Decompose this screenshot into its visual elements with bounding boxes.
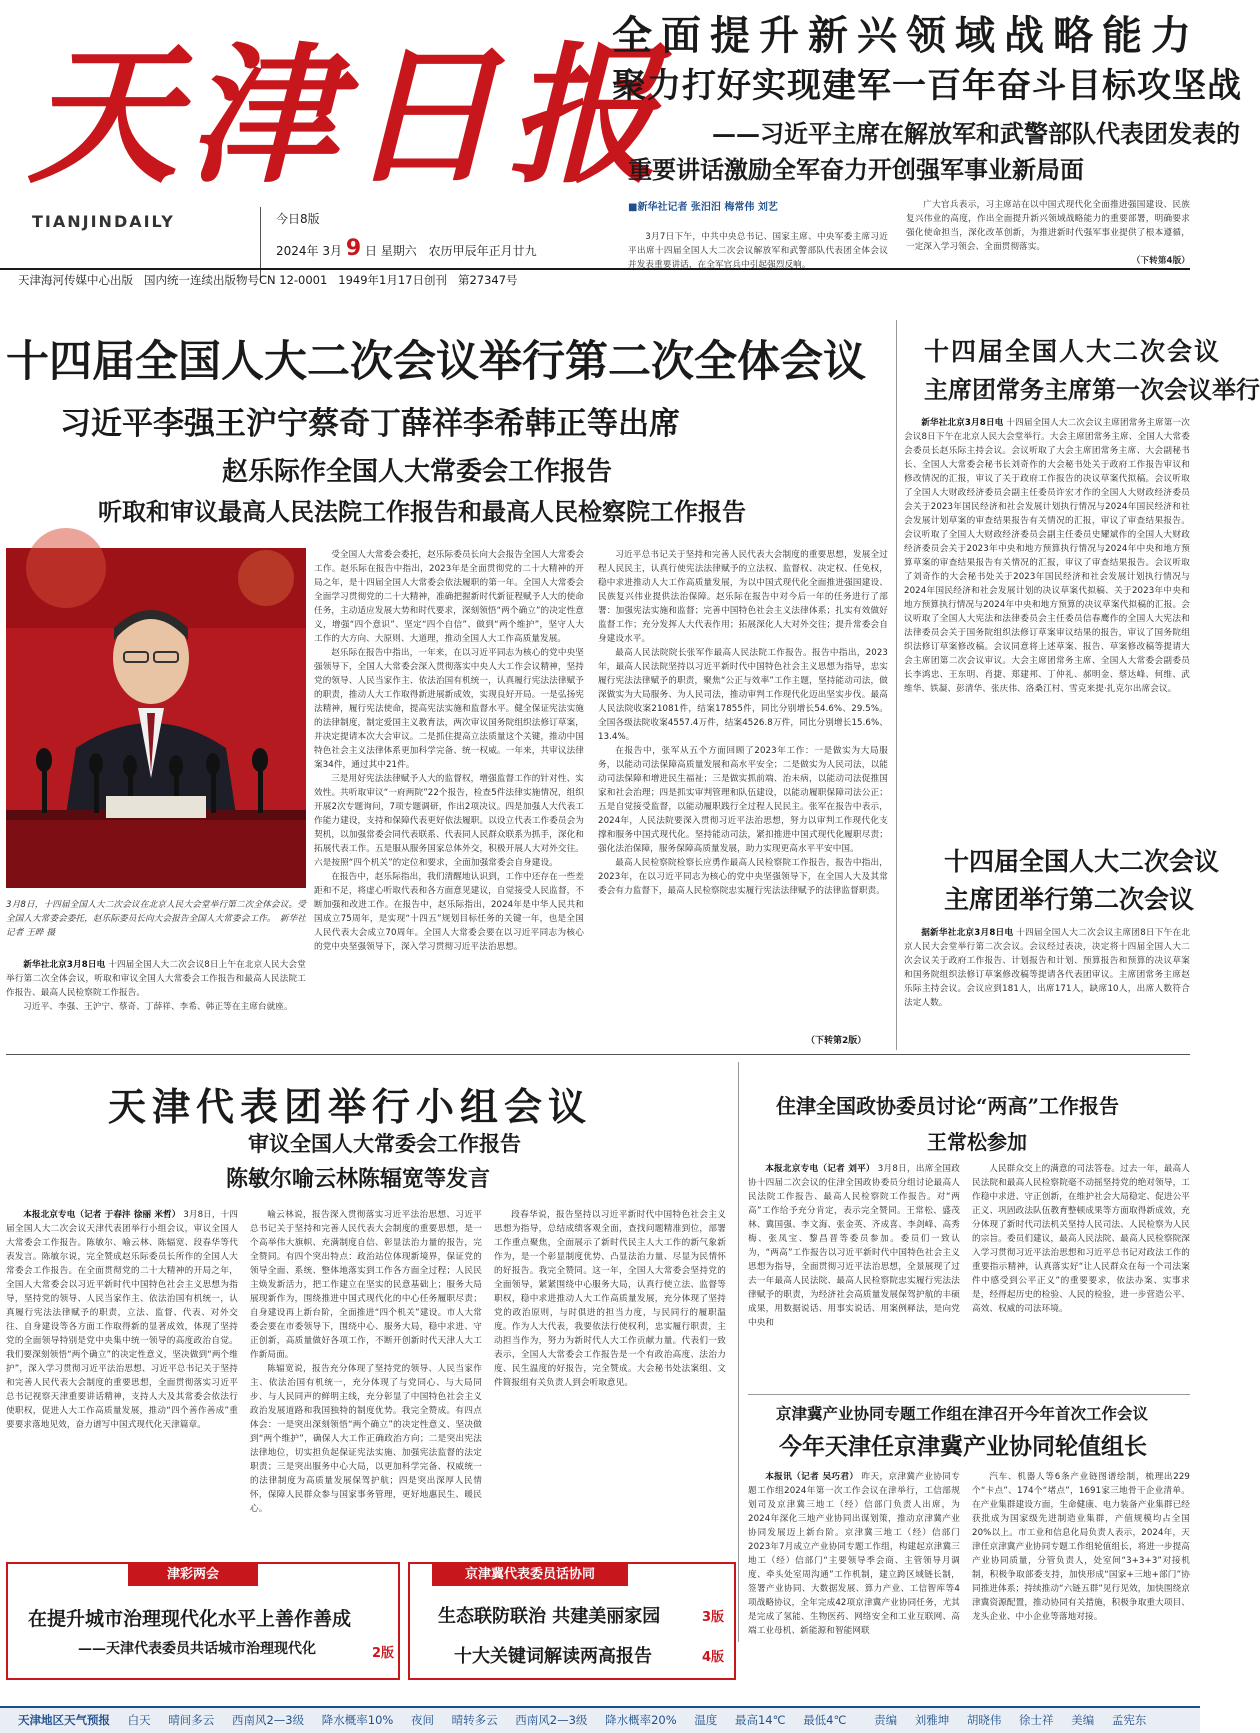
lead-headline-1: 全面提升新兴领域战略能力 (612, 13, 1200, 59)
logo-text: 天津日报 (28, 28, 669, 204)
logo-pinyin: TIANJINDAILY (32, 212, 175, 231)
main-headline: 十四届全国人大二次会议举行第二次全体会议 (6, 337, 866, 387)
tianjin-col-3: 段春华说，报告坚持以习近平新时代中国特色社会主义思想为指导，总结成绩客观全面，查找问题精准到位，部署工作重点聚焦，全面展示了新时代民主人大工作的新气象新作为，是一个彰显制度优势、凸显法治力量、尽显为民情怀的好报告。我完全赞同。这一年，全国人大常委会坚持党的全面领导，紧紧围绕中心服务大局，认真行使立法、监督等职权，稳中求进推动人大工作高质量发展，充分体现了坚持党的政治原则，与时俱进的担当力度，与民同行的履职温度。作为人大代表，我要依法行使权利，忠实履行职责，主动担当作为，努力为新时代人大工作贡献力量。代表们一致表示，全国人大常委会工作报告是一个有政治高度、法治力度、民生温度的好报告，完全赞成。大会秘书处法案组、文件简报组有关负责人到会听取意见。 (494, 1210, 726, 1388)
promo-tag-right: 京津冀代表委员话协同 (432, 1564, 628, 1586)
tianjin-subhead-1: 审议全国人大常委会工作报告 (248, 1131, 521, 1156)
cppcc-col-1: 本报北京专电（记者 刘平） 3月8日，出席全国政协十四届二次会议的住津全国政协委员分组讨论最高人民法院工作报告、最高人民检察院工作报告。对“两高”工作给予充分肯定，表示完全赞同。王常松、盛茂林、冀国强、李文海、张金英、齐成喜、李剑峰、高秀梅、张凤宝、黎昌晋等委员参加。委员们一致认为，“两高”工作报告以习近平新时代中国特色社会主义思想为指导，全面贯彻习近平法治思想，全景展现了过去一年最高人民法院、最高人民检察院忠实履行宪法法律赋予的职责，为经济社会高质量发展保驾护航的丰硕成果，用数据说话、用事实说话、用案例释法，是向党中央和 (748, 1164, 960, 1328)
side2-body: 据新华社北京3月8日电 十四届全国人大二次会议主席团8日下午在北京人民大会堂举行第二次会议。会议经过表决，决定将十四届全国人大二次会议关于政府工作报告、计划报告和计划、预算报告和预算的决议草案和国务院组织法修订草案修改稿等提请各代表团审议。主席团常务主席赵乐际主持会议。会议应到181人，出席171人，缺席10人，出席人数符合法定人数。 (904, 928, 1191, 1008)
promo-left-sub: ——天津代表委员共话城市治理现代化 (78, 1641, 316, 1657)
main-body-col-3: 习近平总书记关于坚持和完善人民代表大会制度的重要思想，发展全过程人民民主，认真行使宪法法律赋予的立法权、监督权、决定权、任免权，稳中求进推动人大工作高质量发展，为以中国式现代化全面推进强国建设、民族复兴伟业提供法治保障。赵乐际在报告中对今后一年的任务进行了部署：加强宪法实施和监督；完善中国特色社会主义法律体系；扎实有效做好监督工作；充分发挥人大代表作用；拓展深化人大对外交往；提升常委会自身建设水平。 最高人民法院院长张军作最高人民法院工作报告。报告中指出，2023年，最高人民法院坚持以习近平新时代中国特色社会主义思想为指导，忠实履行宪法法律赋予的职责，聚焦“公正与效率”工作主题，坚持能动司法，做深做实为大局服务、为人民司法，推动审判工作现代化迈出坚实步伐。最高人民法院收案21081件，结案17855件，同比分别增长54.6%、29.5%。全国各级法院收案4557.4万件，结案4526.8万件，同比分别增长15.6%、13.4%。 在报告中，张军从五个方面回顾了2023年工作：一是做实为大局服务，以能动司法保障高质量发展和高水平安全；二是做实为人民司法，以能动司法保障和增进民生福祉；三是做实抓前端、治未病，以能动司法促推国家和社会治理；四是抓实审判管理和队伍建设，以能动履职保障司法公正；五是自觉接受监督，以能动履职践行全过程人民民主。张军在报告中表示，2024年，人民法院要深入贯彻习近平法治思想，努力以审判工作现代化支撑和服务中国式现代化。坚持能动司法，紧扣推进中国式现代化履职尽责；强化法治保障，服务保障高质量发展，助力实现更高水平平安中国。 最高人民检察院检察长应勇作最高人民检察院工作报告，报告中指出，2023年，在以习近平同志为核心的党中央坚强领导下，在全国人大及其常委会有力监督下，最高人民检察院忠实履行宪法法律赋予的法律监督职责。 (598, 550, 888, 896)
main-photo (6, 548, 306, 888)
side2-headline-2: 主席团举行第二次会议 (944, 885, 1195, 914)
industry-headline-2: 今年天津任京津冀产业协同轮值组长 (779, 1433, 1147, 1460)
side1-body: 新华社北京3月8日电 十四届全国人大二次会议主席团常务主席第一次会议8日下午在北京人民大会堂举行。大会主席团常务主席、全国人大常委会委员长赵乐际主持会议。会议听取了大会主席团常务主席、大会副秘书长、全国人大常委会秘书长刘奇作的大会秘书处关于政府工作报告审议和修改情况的汇报，审议了关于政府工作报告的决议草案代拟稿。会议听取了全国人大财政经济委员会副主任委员许宏才作的全国人大财政经济委员会关于2023年国民经济和社会发展计划执行情况与2024年国民经济和社会发展计划草案的审查结果报告有关情况的汇报，审议了审查结果报告。会议听取了全国人大财政经济委员会副主任委员史耀斌作的全国人大财政经济委员会关于2023年中央和地方预算执行情况与2024年中央和地方预算草案的审查结果报告有关情况的汇报，审议了审查结果报告。会议听取了刘奇作的大会秘书处关于2023年国民经济和社会发展计划执行情况与2024年国民经济和社会发展计划的决议草案代拟稿、关于2023年中央和地方预算执行情况与2024年中央和地方预算的决议草案代拟稿的汇报。会议听取了全国人大宪法和法律委员会主任委员信春鹰作的全国人大宪法和法律委员会关于国务院组织法修订草案审议结果的报告，审议了国务院组织法修订草案修改稿。会议同意将上述草案、报告、草案修改稿等提请大会主席团第二次会议审议。大会主席团常务主席、全国人大常委会副委员长李鸿忠、王东明、肖捷、郑建邦、丁仲礼、郝明金、蔡达峰、何维、武维华、铁凝、彭清华、张庆伟、洛桑江村、雪克来提·扎克尔出席会议。 (904, 418, 1190, 694)
weather-bar: 天津地区天气预报 白天 晴间多云 西南风2—3级 降水概率10% 夜间 晴转多云 西南风2—3级 降水概率20% 温度 最高14℃ 最低4℃ 责编 刘雅坤 胡晓伟 徐士祥 美编 孟宪东 (0, 1706, 1200, 1733)
cppcc-col-2: 人民群众交上的满意的司法答卷。过去一年，最高人民法院和最高人民检察院毫不动摇坚持党的绝对领导，工作稳中求进、守正创新，在维护社会大局稳定、促进公平正义、巩固政法队伍教育整顿成果等方面取得新成效，充分体现了新时代司法机关坚持人民司法、人民检察为人民的宗旨。委员们建议，最高人民法院、最高人民检察院深入学习贯彻习近平法治思想和习近平总书记对政法工作的重要指示精神，认真落实好“让人民群众在每一个司法案件中感受到公平正义”的重要要求，依法办案、实事求是，经得起历史的检验、人民的检验，进一步营造公平、高效、权威的司法环境。 (972, 1164, 1190, 1314)
main-subhead-1: 习近平李强王沪宁蔡奇丁薛祥李希韩正等出席 (60, 406, 680, 442)
speaker-illustration (6, 548, 306, 888)
promo-right-page-1[interactable]: 3版 (702, 1610, 725, 1625)
industry-col-1: 本报讯（记者 吴巧君） 昨天，京津冀产业协同专题工作组2024年第一次工作会议在津举行，工信部规划司及京津冀三地工（经）信部门负责人出席，为2024年深化三地产业协同出谋划策，推动京津冀产业协同发展迈上新台阶。京津冀三地工（经）信部门2023年7月成立产业协同专题工作组，构建起京津冀三地工（经）信部门“主要领导季会商、主管领导月调度、牵头处室周沟通”工作机制，建立跨区域链长制，签署产业协同、大数据发展、算力产业、工信智库等4项战略协议，全年完成42项京津冀产业协同任务，尤其是完成了氢能、生物医药、网络安全和工业互联网、高端工业母机、新能源和智能网联 (748, 1472, 960, 1636)
promo-left-title[interactable]: 在提升城市治理现代化水平上善作善成 (28, 1608, 352, 1630)
tianjin-col-2: 喻云林说，报告深入贯彻落实习近平法治思想、习近平总书记关于坚持和完善人民代表大会制度的重要思想，是一个高举伟大旗帜、充满制度自信、彰显法治力量的报告，完全赞同。有四个突出特点：政治站位体现新境界，保证党的领导全面、系统、整体地落实到工作各方面全过程；人民民主焕发新活力，把工作建立在坚实的民意基础上；服务大局展现新作为，围绕推进中国式现代化的中心任务履职尽责；自身建设再上新台阶，全面推进“四个机关”建设。市人大常委会要在市委领导下，围绕中心、服务大局，稳中求进、守正创新，高质量做好各项工作，不断开创新时代天津人大工作新局面。 陈辐宽说，报告充分体现了坚持党的领导、人民当家作主、依法治国有机统一，充分体现了与党同心、与大局同步、与人民同声的鲜明主线，充分彰显了中国特色社会主义政治发展道路和我国独特的制度优势。我完全赞成。有四点体会：一是突出深刻领悟“两个确立”的决定性意义、坚决做到“两个维护”，确保人大工作正确政治方向；二是突出宪法法律地位，切实担负起保证宪法实施、加强宪法监督的法定职责；三是突出服务中心大局，以更加科学完备、权威统一的法律制度为高质量发展保驾护航；四是突出深厚人民情怀，保障人民群众参与国家事务管理，更好地惠民生、暖民心。 (250, 1210, 482, 1514)
main-subhead-3: 听取和审议最高人民法院工作报告和最高人民检察院工作报告 (98, 497, 746, 526)
side1-headline-2: 主席团常务主席第一次会议举行 (924, 375, 1260, 404)
promo-left-page[interactable]: 2版 (372, 1646, 395, 1661)
page-count: 今日8版 (276, 212, 320, 226)
industry-col-2: 汽车、机器人等6条产业链图谱绘制，梳理出229个“卡点”、174个“堵点”，1691家三地骨干企业清单。在产业集群建设方面，生命健康、电力装备产业集群已经获批成为国家级先进制造业集群，产值规模均占全国20%以上。市工业和信息化局负责人表示，2024年，天津任京津冀产业协同专题工作组轮值组长，将进一步提高产业协同质量，分管负责人，处室间“3+3+3”对接机制，积极争取部委支持，加快形成“国家+三地+部门”协同推进体系；持续推动“六链五群”见行见效，加快围绕京津冀资源配置，推动协同有关措施，积极争取重大项目、龙头企业、中小企业等落地对接。 (972, 1472, 1190, 1622)
publication-info: 天津海河传媒中心出版 国内统一连续出版物号CN 12-0001 1949年1月17日创刊 第27347号 (18, 273, 518, 287)
side1-headline-1: 十四届全国人大二次会议 (924, 337, 1222, 366)
industry-headline-1: 京津冀产业协同专题工作组在津召开今年首次工作会议 (776, 1404, 1149, 1423)
cppcc-headline: 住津全国政协委员讨论“两高”工作报告 (776, 1094, 1120, 1118)
promo-right-item-2[interactable]: 十大关键词解读两高报告 (454, 1646, 652, 1667)
main-body-col-2: 受全国人大常委会委托，赵乐际委员长向大会报告全国人大常委会工作。赵乐际在报告中指出，2023年是全面贯彻党的二十大精神的开局之年，是十四届全国人大常委会依法履职的第一年。全国人大常委会全面学习贯彻党的二十大精神，准确把握新时代新征程赋予人大的使命任务，主动适应发展大势和时代要求，深刻领悟“两个确立”的决定性意义，增强“四个意识”、坚定“四个自信”、做到“两个维护”，坚守人大工作的大方向、大原则、大道理，推动全国人大工作高质量发展。 赵乐际在报告中指出，一年来，在以习近平同志为核心的党中央坚强领导下，全国人大常委会深入贯彻落实中央人大工作会议精神，坚持党的领导、人民当家作主、依法治国有机统一，认真履行宪法法律赋予的职责，推动人大工作取得新进展新成效，实现良好开局。一是弘扬宪法精神，履行宪法使命，提高宪法实施和监督水平。健全保证宪法实施的法律制度，制定爱国主义教育法，两次审议国务院组织法修订草案，并决定提请本次大会审议。二是抓住提高立法质量这个关键，推动中国特色社会主义法律体系更加科学完备、统一权威。一年来，共审议法律案34件，通过其中21件。 三是用好宪法法律赋予人大的监督权，增强监督工作的针对性、实效性。共听取审议“一府两院”22个报告，检查5件法律实施情况，组织开展2次专题询问，7项专题调研，作出2项决议。四是加强人大代表工作能力建设，支持和保障代表更好依法履职。以设立代表工作委员会为契机，以加强常委会同代表联系、代表同人民群众联系为抓手，深化和拓展代表工作。五是服从服务国家总体外交，积极开展人大对外交往。六是按照“四个机关”的定位和要求，全面加强常委会自身建设。 在报告中，赵乐际指出，我们清醒地认识到，工作中还存在一些差距和不足，将虚心听取代表和各方面意见建议，自觉接受人民监督，不断加强和改进工作。在报告中，赵乐际指出，2024年是中华人民共和国成立75周年，是实现“十四五”规划目标任务的关键一年，也是全国人民代表大会成立70周年。全国人大常委会要在以习近平同志为核心的党中央坚强领导下，深入学习贯彻习近平法治思想。 (314, 550, 584, 952)
main-subhead-2: 赵乐际作全国人大常委会工作报告 (222, 457, 613, 487)
tianjin-col-1: 本报北京专电（记者 于春沣 徐丽 米哲） 3月8日，十四届全国人大二次会议天津代表团举行小组会议，审议全国人大常委会工作报告。陈敏尔、喻云林、陈辐宽、段春华等代表发言。陈敏尔说，完全赞成赵乐际委员长所作的全国人大常委会工作报告。在全面贯彻党的二十大精神的开局之年，全国人大常委会以习近平新时代中国特色社会主义思想为指导，坚持党的领导、人民当家作主、依法治国有机统一，认真履行宪法法律赋予的职责，立法、监督、代表、对外交往、自身建设等各方面工作取得新的显著成效，体现了坚持党的全面领导特别是党中央集中统一领导的高度政治自觉。我们要深刻领悟“两个确立”的决定性意义，坚决做到“两个维护”，深入学习贯彻习近平法治思想、习近平总书记关于坚持和完善人民代表大会制度的重要思想，全面贯彻落实习近平总书记视察天津重要讲话精神，支持人大及其常委会依法行使职权，促进人大工作高质量发展，推动“四个善作善成”重要要求落地见效，奋力谱写中国式现代化天津篇章。 (6, 1210, 238, 1430)
lead-subhead-1: ——习近平主席在解放军和武警部队代表团发表的 (712, 119, 1240, 148)
masthead (0, 0, 669, 288)
lead-col-2: 广大官兵表示，习主席站在以中国式现代化全面推进强国建设、民族复兴伟业的高度，作出全面提升新兴领域战略能力的重要部署，明确要求强化使命担当，深化改革创新，为推进新时代强军事业提供了根本遵循，一定深入学习领会、全面贯彻落实。 （下转第4版） (906, 200, 1190, 266)
main-continued: （下转第2版） (806, 1036, 867, 1046)
promo-box-left[interactable] (6, 1562, 400, 1680)
issue-day: 9 (345, 236, 362, 261)
lead-headline-2: 聚力打好实现建军一百年奋斗目标攻坚战 (612, 66, 1242, 106)
lead-continued: （下转第4版） (1131, 256, 1190, 266)
logo-calligraphy (22, 18, 669, 204)
promo-tag-left: 津彩两会 (128, 1564, 258, 1586)
weather-label: 天津地区天气预报 (18, 1713, 110, 1727)
promo-right-item-1[interactable]: 生态联防联治 共建美丽家园 (438, 1606, 661, 1627)
side2-headline-1: 十四届全国人大二次会议 (944, 847, 1220, 876)
tianjin-headline: 天津代表团举行小组会议 (108, 1085, 593, 1129)
lead-col-1: 3月7日下午，中共中央总书记、国家主席、中央军委主席习近平出席十四届全国人大二次会议解放军和武警部队代表团全体会议并发表重要讲话，在全军官兵中引起强烈反响。 (628, 232, 888, 270)
tianjin-subhead-2: 陈敏尔喻云林陈辐宽等发言 (226, 1166, 491, 1192)
lead-subhead-2: 重要讲话激励全军奋力开创强军事业新局面 (628, 155, 1084, 184)
lead-byline: ■新华社记者 张汨汨 梅常伟 刘艺 (628, 202, 778, 213)
newspaper-logo (22, 18, 669, 204)
photo-caption: 3月8日，十四届全国人大二次会议在北京人民大会堂举行第二次全体会议。受全国人大常委会委托，赵乐际委员长向大会报告全国人大常委会工作。 新华社记者 王晔 摄 (6, 900, 306, 938)
main-lead-paragraph: 新华社北京3月8日电 十四届全国人大二次会议8日上午在北京人民大会堂举行第二次全体会议，听取和审议全国人大常委会工作报告和最高人民法院工作报告、最高人民检察院工作报告。 习近平、李强、王沪宁、蔡奇、丁薛祥、李希、韩正等在主席台就座。 (6, 960, 306, 1012)
promo-box-right[interactable] (408, 1562, 736, 1680)
cppcc-subhead: 王常松参加 (927, 1130, 1027, 1154)
issue-date: 2024年 3月 9 日 星期六 农历甲辰年正月廿九 (276, 236, 537, 261)
promo-right-page-2[interactable]: 4版 (702, 1650, 725, 1665)
